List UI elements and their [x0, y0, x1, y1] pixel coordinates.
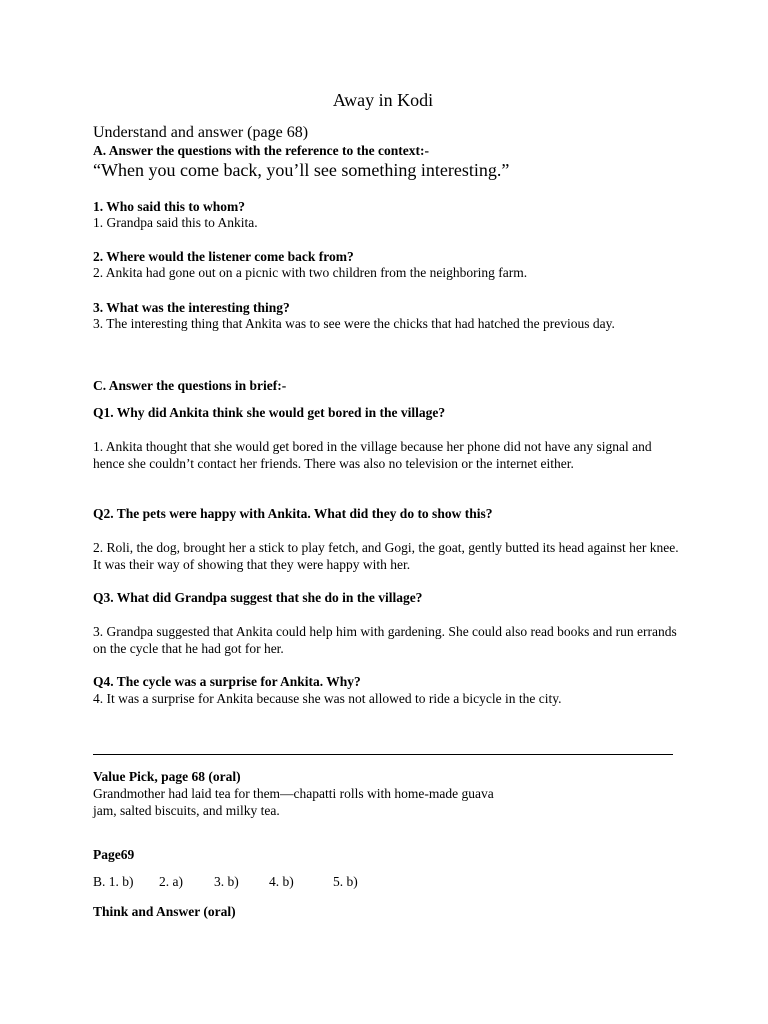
question-a1: 1. Who said this to whom? [93, 199, 246, 214]
document-title: Away in Kodi [332, 90, 434, 110]
answer-c2: 2. Roli, the dog, brought her a stick to play fetch, and Gogi, the goat, gently butted its head against her knee. It was their way of showing that they were happy with her. [93, 540, 679, 572]
answer-c1: 1. Ankita thought that she would get bored in the village because her phone did not have any signal and hence she couldn’t contact her friends. There was also no television or the internet either. [93, 439, 652, 471]
value-pick-heading: Value Pick, page 68 (oral) [93, 769, 241, 784]
page69-answer: 2. a) [159, 874, 183, 889]
context-quote: “When you come back, you’ll see something interesting.” [93, 160, 510, 180]
section-c-instruction: C. Answer the questions in brief:- [93, 378, 287, 393]
page69-heading: Page69 [93, 847, 135, 862]
section-heading: Understand and answer (page 68) [93, 124, 309, 141]
value-pick-line-1: Grandmother had laid tea for them—chapatti rolls with home-made guava [93, 786, 494, 801]
page69-answer: B. 1. b) [93, 874, 134, 889]
question-a3: 3. What was the interesting thing? [93, 300, 290, 315]
answer-a3: 3. The interesting thing that Ankita was to see were the chicks that had hatched the previous day. [93, 316, 615, 331]
answer-a1: 1. Grandpa said this to Ankita. [93, 215, 258, 230]
document-page [93, 0, 683, 1024]
value-pick-line-2: jam, salted biscuits, and milky tea. [93, 803, 280, 818]
think-answer-heading: Think and Answer (oral) [93, 904, 236, 919]
question-c2: Q2. The pets were happy with Ankita. What did they do to show this? [93, 506, 493, 521]
answer-c4: 4. It was a surprise for Ankita because she was not allowed to ride a bicycle in the city. [93, 691, 562, 706]
answer-c3: 3. Grandpa suggested that Ankita could help him with gardening. She could also read books and run errands on the cycle that he had got for her. [93, 624, 677, 656]
page69-answer: 4. b) [269, 874, 294, 889]
page69-answer: 5. b) [333, 874, 358, 889]
question-c3: Q3. What did Grandpa suggest that she do in the village? [93, 590, 423, 605]
section-a-instruction: A. Answer the questions with the reference to the context:- [93, 143, 429, 158]
question-c1: Q1. Why did Ankita think she would get bored in the village? [93, 405, 446, 420]
question-c4: Q4. The cycle was a surprise for Ankita. Why? [93, 674, 361, 689]
page69-answer: 3. b) [214, 874, 239, 889]
horizontal-rule [93, 754, 673, 755]
question-a2: 2. Where would the listener come back from? [93, 249, 354, 264]
answer-a2: 2. Ankita had gone out on a picnic with two children from the neighboring farm. [93, 265, 528, 280]
